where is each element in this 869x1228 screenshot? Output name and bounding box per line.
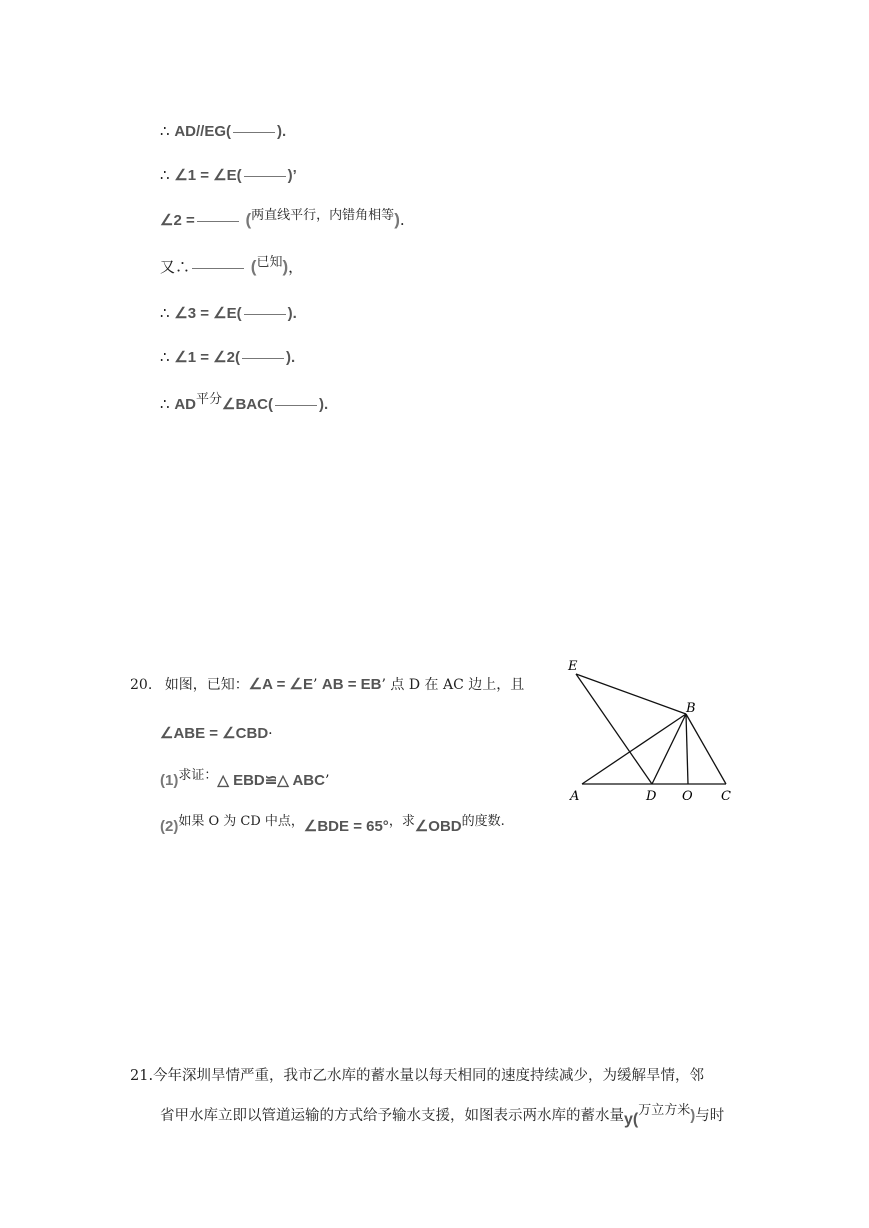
proof-line-6: [160, 348, 295, 366]
point-label-A: A: [570, 789, 580, 804]
variable-math: y(: [624, 1111, 639, 1128]
also-therefore: 又∴: [160, 258, 191, 276]
proof-close: ).: [285, 349, 296, 366]
answer-blank[interactable]: [192, 268, 244, 269]
segment-BC: [686, 714, 726, 784]
condition-math: △ EBD≌△ ABC: [217, 772, 325, 789]
proof-close: ).: [276, 123, 287, 140]
segment-ED: [576, 674, 652, 784]
answer-blank[interactable]: [244, 176, 286, 177]
segment-BO: [686, 714, 688, 784]
point-label-E: E: [568, 659, 578, 674]
q21-line-1: 21.今年深圳旱情严重，我市乙水库的蓄水量以每天相同的速度持续减少，为缓解旱情，邻: [130, 1068, 705, 1084]
proof-close: .: [399, 211, 405, 229]
answer-blank[interactable]: [275, 405, 317, 406]
proof-close: )’: [287, 167, 297, 184]
part-number: (2): [160, 818, 179, 835]
close-paren: ): [282, 257, 289, 276]
question-text: ，求: [388, 814, 415, 829]
proof-math: ∠BAC(: [222, 396, 273, 413]
q20-line-1: 20. 如图，已知：∠A = ∠E’ AB = EB’ 点 D 在 AC 边上，且: [130, 676, 525, 693]
question-text: 求证：: [178, 768, 218, 783]
proof-close: ).: [318, 396, 329, 413]
proof-math: ∠1 = ∠2(: [174, 349, 240, 366]
q20-line-2: ∠ABE = ∠CBD·: [160, 725, 273, 742]
segment-BD: [652, 714, 686, 784]
proof-math: AD//EG(: [174, 123, 231, 140]
point-label-B: B: [686, 701, 696, 716]
open-paren: (: [250, 257, 257, 276]
therefore-symbol: ∴: [160, 304, 175, 322]
open-paren: (: [245, 210, 252, 229]
proof-line-1: [160, 122, 286, 140]
condition-math: ∠ABE = ∠CBD: [160, 725, 269, 742]
close-paren: ): [394, 210, 400, 229]
answer-blank[interactable]: [244, 314, 286, 315]
proof-math: ∠1 = ∠E(: [174, 167, 242, 184]
segment-EB: [576, 674, 686, 714]
condition-math: AB = EB: [321, 676, 382, 693]
point-label-D: D: [646, 789, 657, 804]
condition-math: ∠BDE = 65°: [303, 818, 389, 835]
proof-math: ∠3 = ∠E(: [174, 305, 242, 322]
point-label-C: C: [721, 789, 731, 804]
q20-part-1: (1)求证：△ EBD≌△ ABC’: [160, 768, 330, 789]
proof-math: ∠2 =: [160, 212, 195, 229]
proof-line-2: [160, 166, 297, 184]
proof-close: ).: [287, 305, 297, 322]
proof-reason: 两直线平行，内错角相等: [251, 208, 395, 223]
question-text: 的度数.: [461, 814, 505, 829]
part-number: (1): [160, 772, 179, 789]
question-text: 点 D 在 AC 边上，且: [390, 677, 525, 693]
segment-AB: [582, 714, 686, 784]
proof-close: ，: [288, 258, 304, 276]
triangle-figure: [560, 650, 760, 810]
proof-line-3: [160, 210, 405, 230]
therefore-symbol: ∴: [160, 395, 175, 413]
condition-math: ∠A = ∠E: [248, 676, 313, 693]
question-text: 如图，已知：: [164, 677, 249, 693]
proof-line-7: [160, 394, 328, 413]
q21-line-2: [160, 1103, 725, 1128]
question-text: 省甲水库立即以管道运输的方式给予输水支援，如图表示两水库的蓄水量: [160, 1108, 624, 1124]
therefore-symbol: ∴: [160, 166, 175, 184]
question-text: 如果 O 为 CD 中点，: [178, 814, 304, 829]
proof-line-4: [160, 256, 303, 277]
close-paren: ): [690, 1107, 696, 1124]
unit-text: 万立方米: [638, 1103, 691, 1118]
point-label-O: O: [682, 789, 693, 804]
question-number: 20.: [130, 677, 153, 693]
proof-reason: 平分: [195, 392, 222, 407]
therefore-symbol: ∴: [160, 348, 175, 366]
answer-blank[interactable]: [233, 132, 275, 133]
proof-line-5: [160, 304, 297, 322]
therefore-symbol: ∴: [160, 122, 175, 140]
proof-reason: 已知: [256, 255, 283, 270]
question-text: 与时: [695, 1108, 725, 1124]
condition-math: ∠OBD: [414, 818, 462, 835]
answer-blank[interactable]: [242, 358, 284, 359]
q20-part-2: [160, 816, 505, 835]
proof-math: AD: [174, 396, 196, 413]
answer-blank[interactable]: [197, 221, 239, 222]
